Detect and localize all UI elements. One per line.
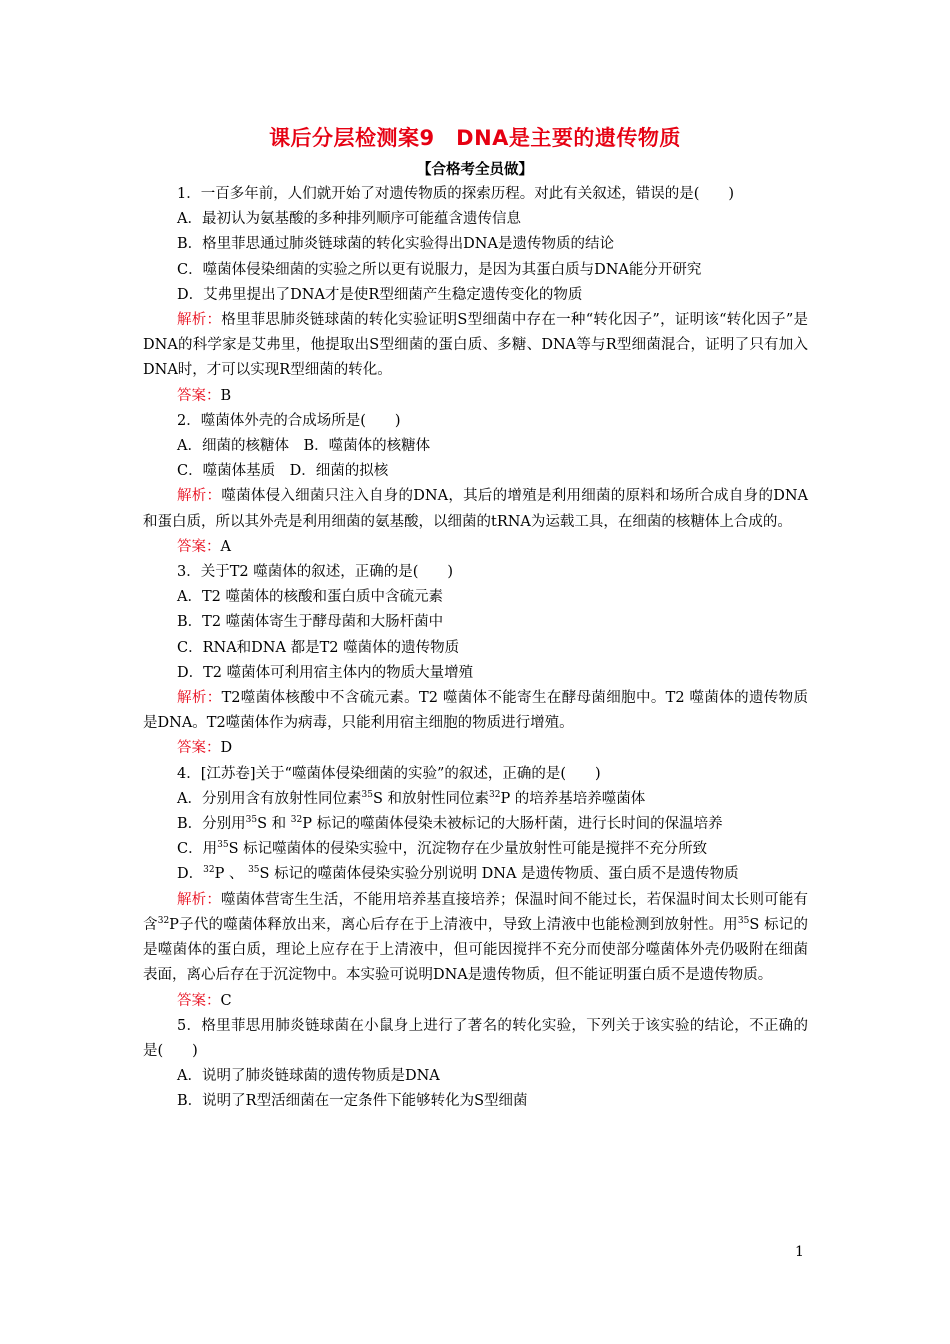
q4-answer bbox=[143, 989, 808, 1014]
isotope-mass-number: 32 bbox=[488, 789, 501, 800]
answer-label: 答案： bbox=[177, 387, 221, 404]
isotope-mass-number: 35 bbox=[737, 915, 750, 926]
analysis-label: 解析： bbox=[177, 488, 222, 505]
isotope-mass-number: 35 bbox=[361, 789, 373, 800]
q2-analysis bbox=[143, 484, 808, 534]
q3-answer-value: D bbox=[220, 740, 233, 757]
q4-answer-value: C bbox=[220, 992, 232, 1009]
q5-option-b: B．说明了R型活细菌在一定条件下能够转化为S型细菌 bbox=[177, 1093, 528, 1110]
q3-option-d: D．T2 噬菌体可利用宿主体内的物质大量增殖 bbox=[177, 664, 474, 681]
q5-stem: 5．格里菲思用肺炎链球菌在小鼠身上进行了著名的转化实验，下列关于该实验的结论，不正确的是( ) bbox=[143, 1017, 808, 1059]
q4-option-b: B．分别用$^{35}$S 和 $^{32}$P 标记的噬菌体侵染未被标记的大肠杆菌，进行长时间的保温培养 bbox=[177, 815, 723, 833]
q3-analysis-text: T2噬菌体核酸中不含硫元素。T2 噬菌体不能寄生在酵母菌细胞中。T2 噬菌体的遗传物质是DNA。T2噬菌体作为病毒，只能利用宿主细胞的物质进行增殖。 bbox=[143, 690, 809, 732]
q2-stem: 2．噬菌体外壳的合成场所是( ) bbox=[177, 412, 401, 429]
q1-option-a: A．最初认为氨基酸的多种排列顺序可能蕴含遗传信息 bbox=[177, 211, 521, 228]
q1-analysis-text: 格里菲思肺炎链球菌的转化实验证明S型细菌中存在一种“转化因子”，证明该“转化因子”是DNA的科学家是艾弗里，他提取出S型细菌的蛋白质、多糖、DNA等与R型细菌混合，证明了只有加入DNA时，才可以实现R型细菌的转化。 bbox=[143, 312, 808, 379]
q2-answer-value: A bbox=[220, 538, 231, 555]
q2-analysis-text: 噬菌体侵入细菌只注入自身的DNA，其后的增殖是利用细菌的原料和场所合成自身的DNA和蛋白质，所以其外壳是利用细菌的氨基酸，以细菌的tRNA为运载工具，在细菌的核糖体上合成的。 bbox=[143, 488, 808, 530]
answer-label: 答案： bbox=[177, 992, 221, 1009]
analysis-label: 解析： bbox=[177, 891, 222, 908]
q2-options-cd: C．噬菌体基质 D．细菌的拟核 bbox=[177, 463, 389, 480]
page-number: 1 bbox=[795, 1244, 804, 1260]
q2-answer bbox=[143, 535, 808, 560]
isotope-mass-number: 32 bbox=[157, 915, 170, 926]
q5-option-a: A．说明了肺炎链球菌的遗传物质是DNA bbox=[177, 1068, 440, 1085]
analysis-label: 解析： bbox=[177, 312, 222, 329]
isotope-mass-number: 35 bbox=[217, 840, 229, 851]
q4-option-c: C．用$^{35}$S 标记噬菌体的侵染实验中，沉淀物存在少量放射性可能是搅拌不充分所致 bbox=[177, 840, 708, 858]
q3-answer bbox=[143, 736, 808, 761]
q1-option-d: D．艾弗里提出了DNA才是使R型细菌产生稳定遗传变化的物质 bbox=[177, 286, 583, 303]
question-list bbox=[143, 182, 808, 1115]
q3-option-a: A．T2 噬菌体的核酸和蛋白质中含硫元素 bbox=[177, 589, 443, 606]
isotope-mass-number: 35 bbox=[245, 815, 258, 826]
q4-stem: 4．[江苏卷]关于“噬菌体侵染细菌的实验”的叙述，正确的是( ) bbox=[177, 765, 601, 782]
answer-label: 答案： bbox=[177, 538, 221, 555]
q3-analysis bbox=[143, 686, 808, 736]
answer-label: 答案： bbox=[177, 740, 221, 757]
q4-analysis: 解析：噬菌体营寄生生活，不能用培养基直接培养；保温时间不能过长，若保温时间太长则可能有含$^{32}$P子代的噬菌体释放出来，离心后存在于上清液中，导致上清液中也能检测到放射性。用$^{35}$S 标记的是噬菌体的蛋白质，理论上应存在于上清液中，但可能因搅拌不充分而使部分噬菌体外壳仍吸附在细菌表面，离心后存在于沉淀物中。本实验可说明DNA是遗传物质，但不能证明蛋白质不是遗传物质。 bbox=[143, 891, 809, 984]
q4-option-a: A．分别用含有放射性同位素$^{35}$S 和放射性同位素$^{32}$P 的培养基培养噬菌体 bbox=[177, 789, 646, 807]
q3-option-b: B．T2 噬菌体寄生于酵母菌和大肠杆菌中 bbox=[177, 614, 444, 631]
page-title: 课后分层检测案9 DNA是主要的遗传物质 bbox=[269, 126, 681, 150]
isotope-mass-number: 35 bbox=[248, 865, 260, 876]
isotope-mass-number: 32 bbox=[290, 815, 303, 826]
q1-answer-value: B bbox=[220, 387, 232, 404]
q4-option-d: D．$^{32}$P 、 $^{35}$S 标记的噬菌体侵染实验分别说明 DNA 是遗传物质、蛋白质不是遗传物质 bbox=[177, 865, 739, 883]
analysis-label: 解析： bbox=[177, 690, 222, 707]
isotope-mass-number: 32 bbox=[203, 865, 215, 876]
q1-answer bbox=[143, 384, 808, 409]
q1-stem: 1．一百多年前，人们就开始了对遗传物质的探索历程。对此有关叙述，错误的是( ) bbox=[177, 186, 735, 202]
section-heading: 【合格考全员做】 bbox=[417, 162, 533, 178]
q3-option-c: C．RNA和DNA 都是T2 噬菌体的遗传物质 bbox=[177, 639, 460, 656]
q3-stem: 3．关于T2 噬菌体的叙述，正确的是( ) bbox=[177, 564, 454, 581]
q1-analysis bbox=[143, 308, 808, 384]
q1-option-b: B．格里菲思通过肺炎链球菌的转化实验得出DNA是遗传物质的结论 bbox=[177, 236, 614, 253]
q1-option-c: C．噬菌体侵染细菌的实验之所以更有说服力，是因为其蛋白质与DNA能分开研究 bbox=[177, 261, 702, 278]
q2-options-ab: A．细菌的核糖体 B．噬菌体的核糖体 bbox=[177, 438, 431, 455]
